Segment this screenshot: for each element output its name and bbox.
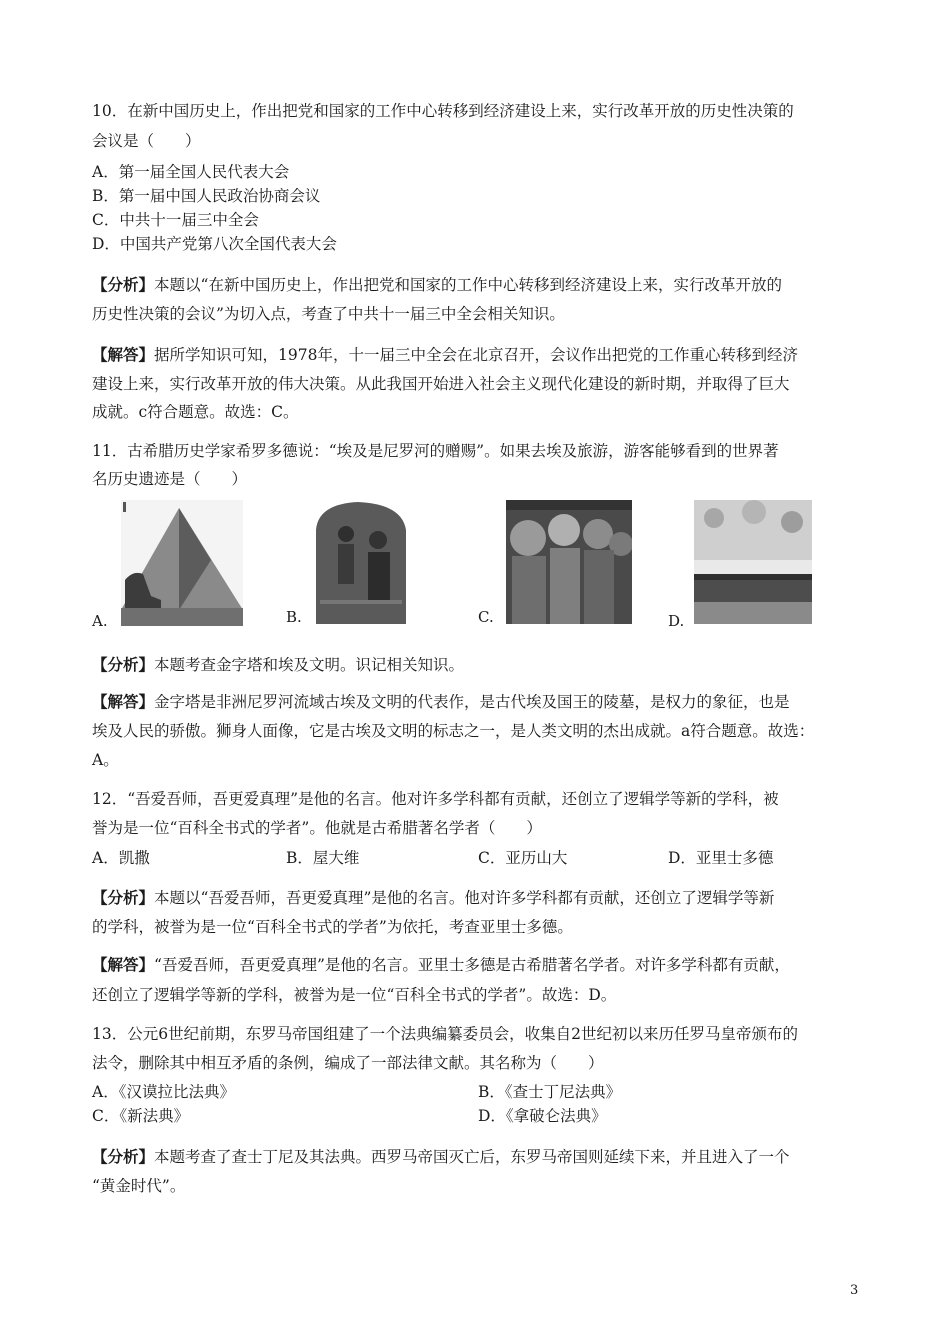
q11-image-label-b: B. [286,608,302,626]
q12-stem-line-1: 12．“吾爱吾师，吾更爱真理”是他的名言。他对许多学科都有贡献，还创立了逻辑学等新的学科，被 [92,790,779,808]
q10-answer-line-3: 成就。c符合题意。故选：C。 [92,403,299,421]
q12-analysis-line-2: 的学科，被誉为是一位“百科全书式的学者”为依托，考查亚里士多德。 [92,918,573,936]
q12-option-b: B．屋大维 [286,849,360,867]
q13-stem-line-2: 法令，删除其中相互矛盾的条例，编成了一部法律文献。其名称为（ ） [92,1054,604,1072]
analysis-tag: 【分析】 [92,275,155,294]
q12-option-a: A．凯撒 [92,849,150,867]
q12-answer-line-1 [92,955,790,975]
q10-answer-line-2: 建设上来，实行改革开放的伟大决策。从此我国开始进入社会主义现代化建设的新时期，并取得了巨大 [92,375,790,393]
answer-tag: 【解答】 [92,692,155,711]
answer-tag: 【解答】 [92,345,155,364]
stele-relief-photo [308,500,412,624]
q10-answer-text: 据所学知识可知，1978年，十一届三中全会在北京召开，会议作出把党的工作重心转移到经济 [154,346,798,364]
page-number: 3 [850,1283,859,1298]
q13-option-a: A．《汉谟拉比法典》 [92,1083,235,1101]
q10-stem-line-2: 会议是（ ） [92,132,201,150]
q13-analysis-line-1 [92,1147,790,1167]
q10-option-b: B．第一届中国人民政治协商会议 [92,187,321,205]
q11-answer-line-2: 埃及人民的骄傲。狮身人面像，它是古埃及文明的标志之一，是人类文明的杰出成就。a符合题意。故选： [92,722,815,740]
q13-option-c: C．《新法典》 [92,1107,190,1125]
q12-answer-line-2: 还创立了逻辑学等新的学科，被誉为是一位“百科全书式的学者”。故选：D。 [92,986,617,1004]
q10-analysis-line-1 [92,275,782,295]
q11-answer-text: 金字塔是非洲尼罗河流域古埃及文明的代表作，是古代埃及国王的陵墓，是权力的象征，也是 [154,693,790,711]
q12-analysis-text: 本题以“吾爱吾师，吾更爱真理”是他的名言。他对许多学科都有贡献，还创立了逻辑学等新 [154,889,775,907]
q12-stem-line-2: 誉为是一位“百科全书式的学者”。他就是古希腊著名学者（ ） [92,819,542,837]
q11-analysis-line-1 [92,655,464,675]
q11-analysis-text: 本题考查金字塔和埃及文明。识记相关知识。 [154,656,465,674]
q10-option-c: C．中共十一届三中全会 [92,211,259,229]
q11-stem-line-1: 11．古希腊历史学家希罗多德说：“埃及是尼罗河的赠赐”。如果去埃及旅游，游客能够看到的世界著 [92,442,779,460]
q11-image-label-c: C. [478,608,494,626]
analysis-tag: 【分析】 [92,1147,155,1166]
pyramid-sphinx-photo [121,500,243,626]
q13-analysis-line-2: “黄金时代”。 [92,1177,186,1195]
q11-answer-line-3: A。 [92,751,119,769]
q10-stem-line-1: 10．在新中国历史上，作出把党和国家的工作中心转移到经济建设上来，实行改革开放的历史性决策的 [92,102,794,120]
q13-option-b: B．《查士丁尼法典》 [478,1083,622,1101]
q12-analysis-line-1 [92,888,774,908]
q10-analysis-line-2: 历史性决策的会议”为切入点，考查了中共十一届三中全会相关知识。 [92,305,565,323]
analysis-tag: 【分析】 [92,888,155,907]
q10-analysis-text: 本题以“在新中国历史上，作出把党和国家的工作中心转移到经济建设上来，实行改革开放的 [154,276,782,294]
q11-image-label-a: A. [92,612,108,630]
q13-stem-line-1: 13．公元6世纪前期，东罗马帝国组建了一个法典编纂委员会，收集自2世纪初以来历任罗马皇帝颁布的 [92,1025,798,1043]
q10-answer-line-1 [92,345,798,365]
answer-tag: 【解答】 [92,955,155,974]
q12-answer-text: “吾爱吾师，吾更爱真理”是他的名言。亚里士多德是古希腊著名学者。对许多学科都有贡献， [154,956,790,974]
q10-option-a: A．第一届全国人民代表大会 [92,163,290,181]
statues-photo [506,500,632,624]
q11-stem-line-2: 名历史遗迹是（ ） [92,470,248,488]
q13-option-d: D．《拿破仑法典》 [478,1107,607,1125]
analysis-tag: 【分析】 [92,655,155,674]
q12-option-d: D．亚里士多德 [668,849,774,867]
q13-analysis-text: 本题考查了查士丁尼及其法典。西罗马帝国灭亡后，东罗马帝国则延续下来，并且进入了一个 [154,1148,790,1166]
q10-option-d: D．中国共产党第八次全国代表大会 [92,235,337,253]
q11-image-label-d: D. [668,612,685,630]
q11-answer-line-1 [92,692,790,712]
q12-option-c: C．亚历山大 [478,849,568,867]
palace-photo [694,500,812,624]
